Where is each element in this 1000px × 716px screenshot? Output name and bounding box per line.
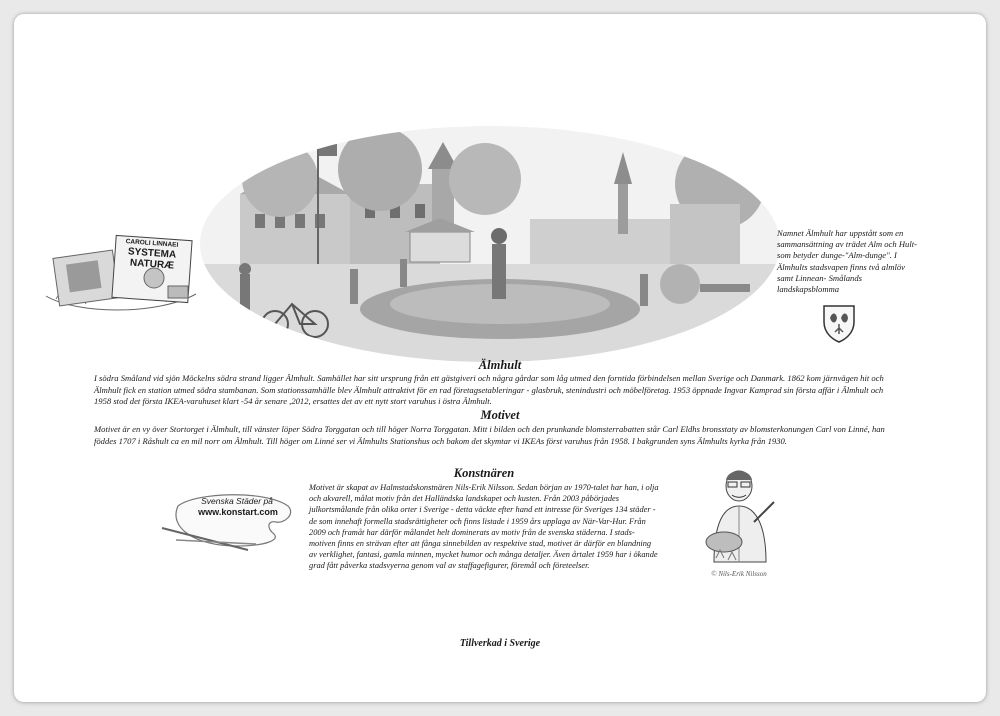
main-title: Älmhult <box>478 358 522 372</box>
intro-paragraph: I södra Småland vid sjön Möckelns södra strand ligger Älmhult. Samhället har sitt ursprung från ett gästgiveri och några gårdar som låg utmed den forntida förbindelsen mellan Sverige och Danmark. 1862 kom järnvägen hit och Älmhult fick en station utmed södra stambanan. Som stationssamhälle blev Älmhult attraktivt för en rad företagsetableringar - glasbruk, stenindustri och möbelföretag. 1953 öppnade Ingvar Kamprad sin första affär i Älmhult och 1958 stod det första IKEA-varuhuset klart -54 år senare ,2012, ersattes det av ett nytt stort varuhus i östra Älmhult. <box>94 373 884 407</box>
motif-paragraph: Motivet är en vy över Stortorget i Älmhult, till vänster löper Södra Torggatan och till höger Norra Torggatan. Mitt i bilden och den prunkande blomsterrabatten står Carl Eldhs bronsstaty av blomsterkonungen Carl von Linné, han föddes 1707 i Råshult ca en mil norr om Älmhult. Till höger om Linné ser vi Älmhults Stationshus och bakom det skymtar vi IKEAs först varuhus från 1958. I bakgrunden syns Älmhults kyrka från 1930. <box>94 424 885 446</box>
book-author: CAROLI LINNAEI <box>125 238 179 249</box>
badge-caption: Svenska Städer på <box>201 496 273 506</box>
book-title-line2: NATURÆ <box>129 257 175 272</box>
palette-icon <box>156 484 306 554</box>
artist-portrait-illustration <box>694 462 784 572</box>
book-title-line1: SYSTEMA <box>127 246 177 261</box>
poster-sheet <box>14 14 986 702</box>
konstart-link[interactable]: www.konstart.com <box>198 507 278 517</box>
artist-signature: © Nils-Erik Nilsson <box>711 570 767 578</box>
coat-of-arms-icon <box>822 304 856 344</box>
artist-paragraph: Motivet är skapat av Halmstadskonstnären Nils-Erik Nilsson. Sedan början av 1970-talet har han, i olja och akvarell, målat motiv från det Halländska landskapet och kusten. Från 2003 påbörjades julkortsmålande från olika orter i Sverige - detta väckte efter hand ett intresse för Sveriges 134 städer - de som innehaft formella stadsrättigheter och finns listade i 1959 års upplaga av När-Var-Hur. Från 2009 och framåt har därför målandet helt dominerats av motiv från de svenska städerna. I stads-motiven finns en strävan efter att fånga sinnebilden av respektive stad, motivet är därför en blandning av verklighet, fantasi, gamla minnen, mycket humor och många detaljer. Även årtalet 1959 har i ökande grad fått påverka stadsvyerna genom val av staffagefigurer, föremål och företeelser. <box>309 483 659 571</box>
made-in-sweden-footer: Tillverkad i Sverige <box>459 638 541 649</box>
artist-title: Konstnären <box>453 466 515 480</box>
motif-title: Motivet <box>480 408 520 422</box>
side-note-name-origin: Namnet Älmhult har uppstått som en sammansättning av trädet Alm och Hult-som betyder dunge-"Alm-dunge". I Älmhults stadsvapen finns två almlöv samt Linnean- Smålands landskapsblomma <box>777 228 917 295</box>
town-square-illustration <box>200 124 780 364</box>
